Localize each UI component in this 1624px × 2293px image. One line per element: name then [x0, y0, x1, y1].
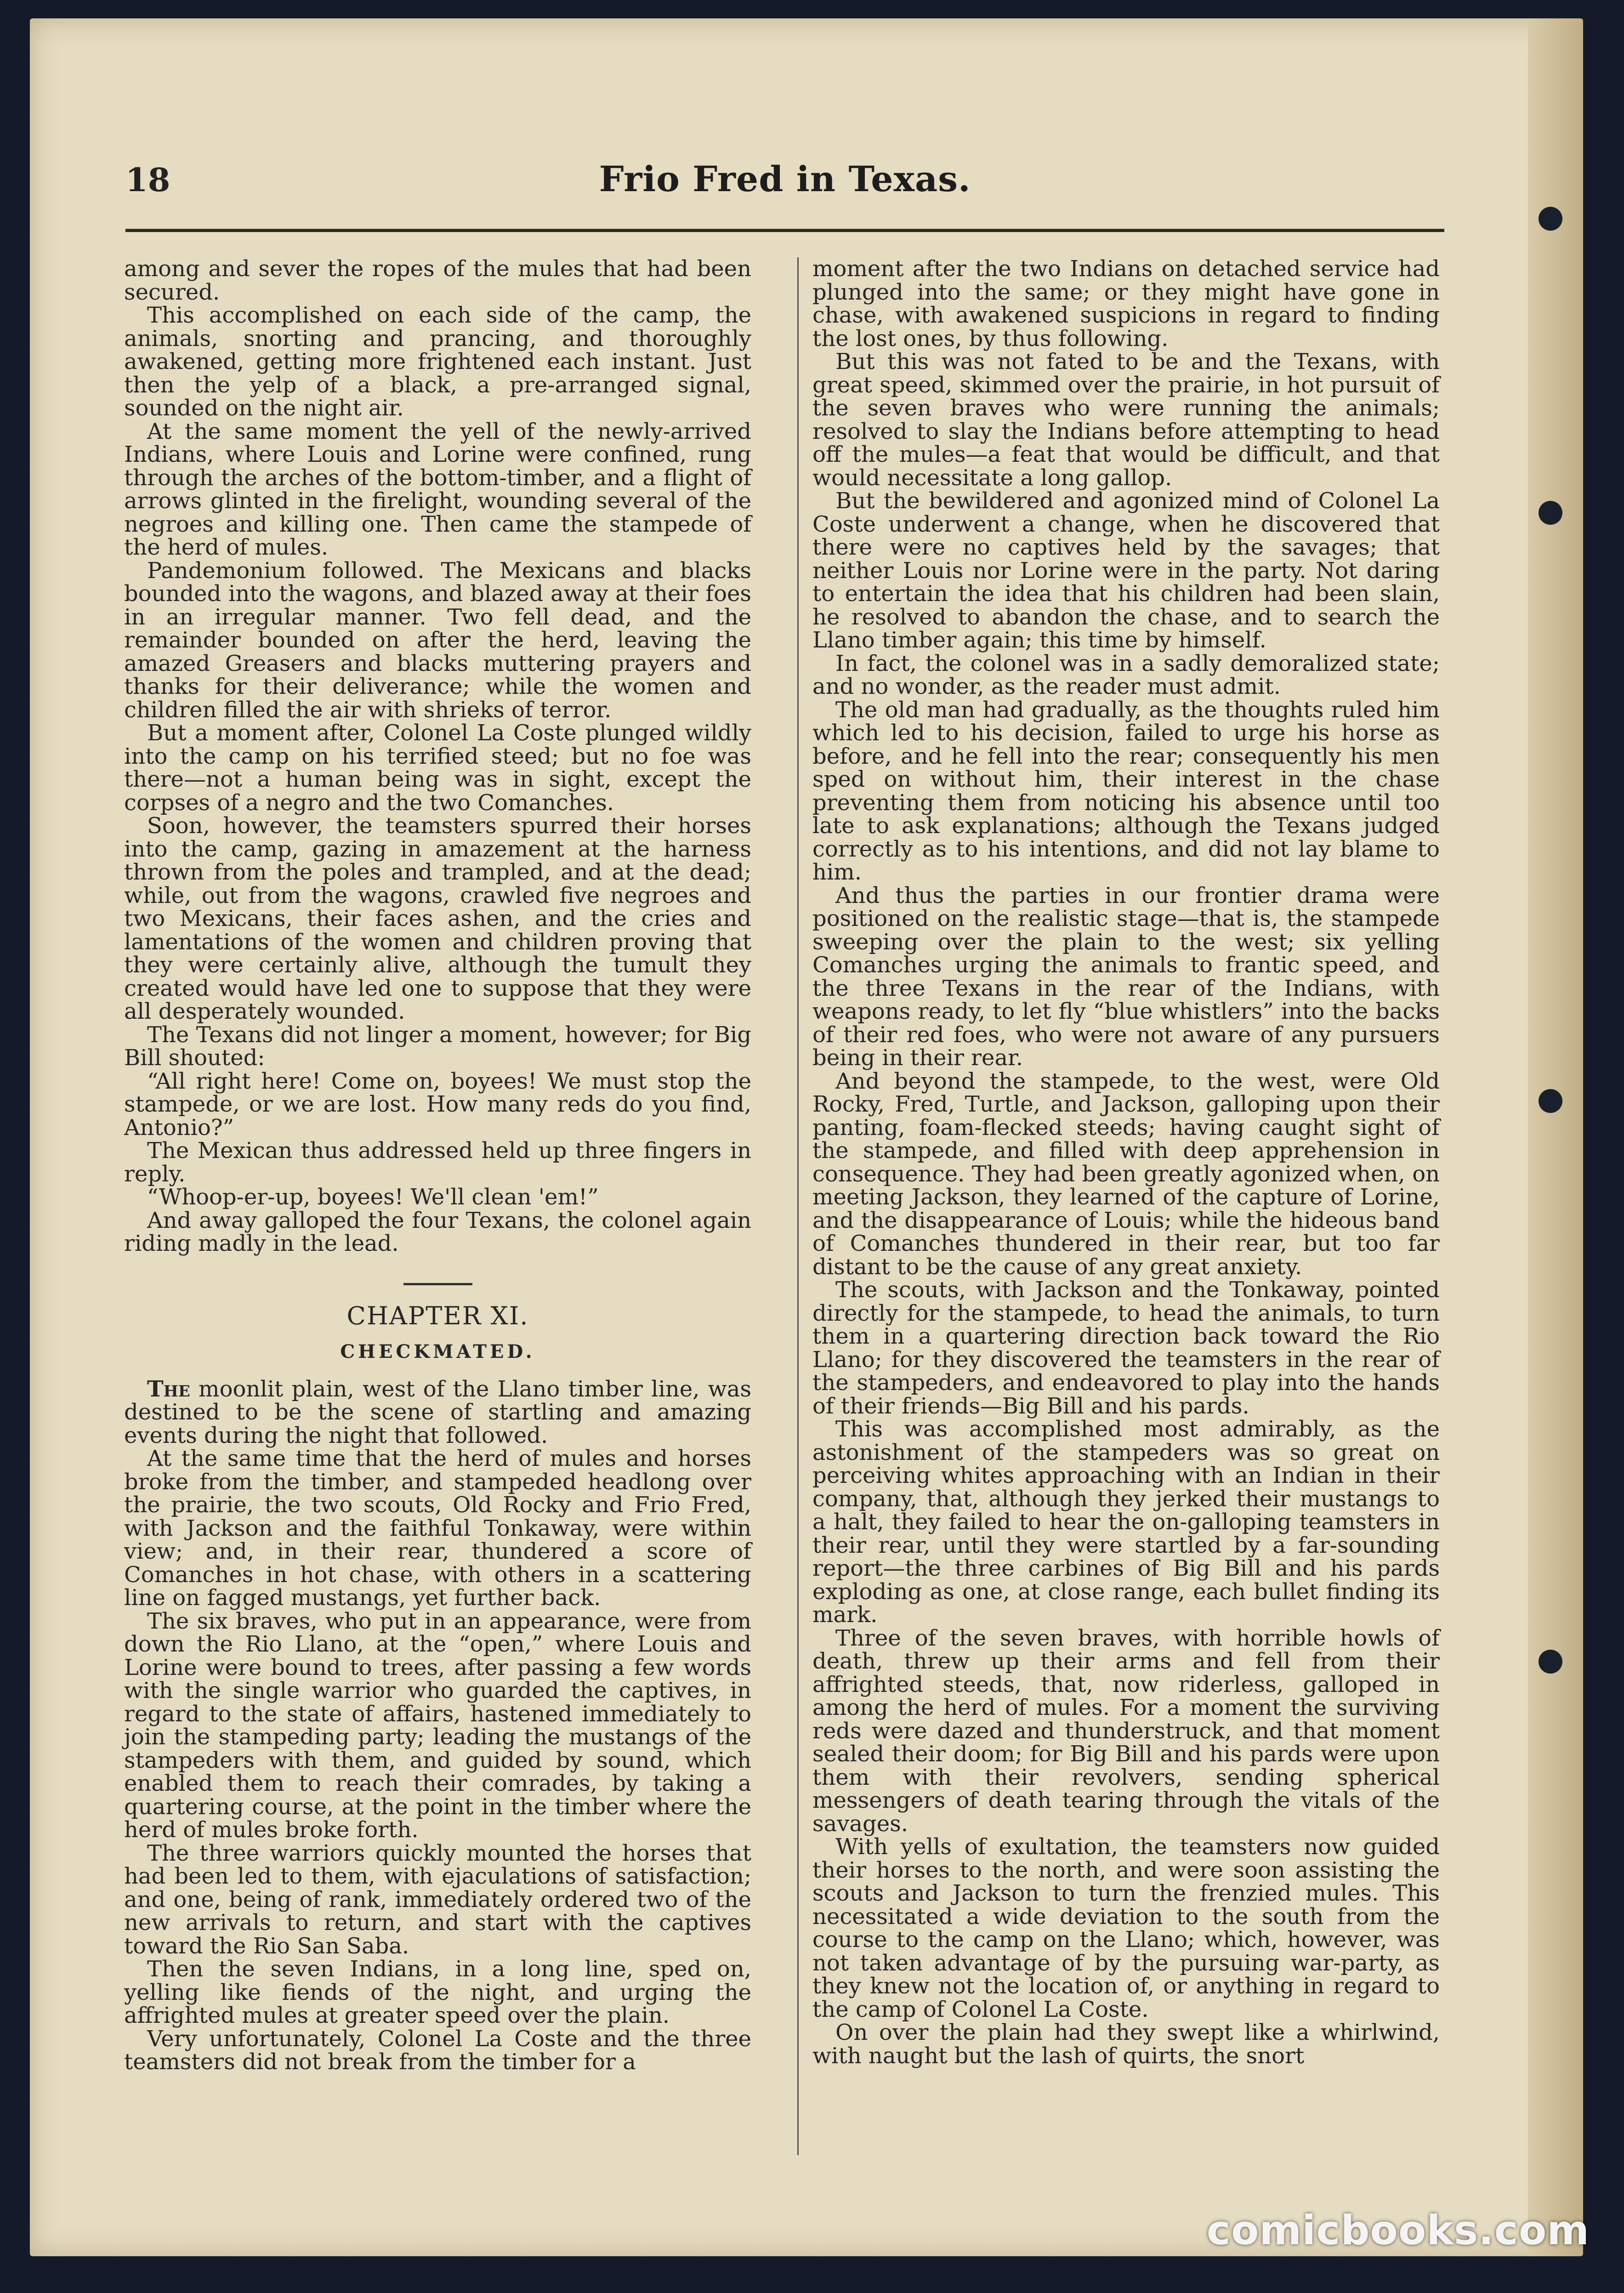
chapter-opening-paragraph — [124, 1378, 751, 1447]
column-divider — [797, 257, 799, 2155]
right-column — [812, 257, 1440, 2067]
chapter-title: CHAPTER XI. — [346, 1301, 529, 1330]
paragraph: among and sever the ropes of the mules that had been secured. — [124, 256, 751, 305]
binding-hole — [1539, 501, 1562, 525]
paragraph: “All right here! Come on, boyees! We must stop the stampede, or we are lost. How many reds do you find, Antonio?” — [124, 1068, 751, 1141]
running-title: Frio Fred in Texas. — [599, 159, 971, 199]
paragraph: With yells of exultation, the teamsters now guided their horses to the north, and were soon assisting the scouts and Jackson to turn the frenzied mules. This necessitated a wide deviation to the south from the course to the camp on the Llano; which, however, was not taken advantage of by the pursuing war-party, as they knew not the location of, or anything in regard to the camp of Colonel La Coste. — [812, 1834, 1440, 2022]
paragraph: This accomplished on each side of the camp, the animals, snorting and prancing, and thoroughly awakened, getting more frightened each instant. Just then the yelp of a black, a pre-arranged signal, sounded on the night air. — [124, 302, 751, 421]
binding-hole — [1539, 1650, 1562, 1674]
paragraph: Pandemonium followed. The Mexicans and blacks bounded into the wagons, and blazed away at their foes in an irregular manner. Two fell dead, and the remainder bounded on after the herd, leaving the amazed Greasers and blacks muttering prayers and thanks for their deliverance; while the women and children filled the air with shrieks of terror. — [124, 557, 751, 723]
header-rule — [125, 229, 1444, 232]
paragraph: But the bewildered and agonized mind of Colonel La Coste underwent a change, when he discovered that there were no captives held by the savages; that neither Louis nor Lorine were in the party. Not daring to entertain the idea that his children had been slain, he resolved to abandon the chase, and to search the Llano timber again; this time by himself. — [812, 488, 1440, 653]
left-column — [124, 257, 751, 2074]
page-gutter — [1528, 18, 1583, 2256]
paragraph: But this was not fated to be and the Texans, with great speed, skimmed over the prairie, in hot pursuit of the seven braves who were running the animals; resolved to slay the Indians before attempting to head off the mules—a feat that would be difficult, and that would necessitate a long gallop. — [812, 349, 1440, 491]
paragraph: In fact, the colonel was in a sadly demoralized state; and no wonder, as the reader must admit. — [812, 650, 1440, 699]
paragraph: But a moment after, Colonel La Coste plunged wildly into the camp on his terrified steed; but no foe was there—not a human being was in sight, except the corpses of a negro and the two Comanches. — [124, 720, 751, 816]
paragraph: moment after the two Indians on detached service had plunged into the same; or they might have gone in chase, with awakened suspicions in regard to finding the lost ones, by thus following. — [812, 256, 1440, 352]
paragraph: Three of the seven braves, with horrible howls of death, threw up their arms and fell from their affrighted steeds, that, now riderless, galloped in among the herd of mules. For a moment the surviving reds were dazed and thunderstruck, and that moment sealed their doom; for Big Bill and his pards were upon them with their revolvers, sending spherical messengers of death tearing through the vitals of the savages. — [812, 1625, 1440, 1837]
binding-hole — [1539, 1089, 1562, 1113]
paragraph: Soon, however, the teamsters spurred their horses into the camp, gazing in amazement at the harness thrown from the poles and trampled, and at the dead; while, out from the wagons, crawled five negroes and two Mexicans, their faces ashen, and the cries and lamentations of the women and children proving that they were certainly alive, although the tumult they created would have led one to suppose that they were all desperately wounded. — [124, 813, 751, 1024]
page-number: 18 — [125, 161, 170, 199]
paragraph: The six braves, who put in an appearance, were from down the Rio Llano, at the “open,” where Louis and Lorine were bound to trees, after passing a few words with the single warrior who guarded the captives, in regard to the state of affairs, hastened immediately to join the stampeding party; leading the mustangs of the stampeders with them, and guided by sound, which enabled them to reach their comrades, by taking a quartering course, at the point in the timber where the herd of mules broke forth. — [124, 1608, 751, 1843]
paragraph: At the same moment the yell of the newly-arrived Indians, where Louis and Lorine were confined, rung through the arches of the bottom-timber, and a flight of arrows glinted in the firelight, wounding several of the negroes and killing one. Then came the stampede of the herd of mules. — [124, 418, 751, 560]
page-header — [125, 152, 1444, 202]
paragraph: And away galloped the four Texans, the colonel again riding madly in the lead. — [124, 1207, 751, 1256]
paragraph: And beyond the stampede, to the west, were Old Rocky, Fred, Turtle, and Jackson, galloping upon their panting, foam-flecked steeds; having caught sight of the stampede, and filled with deep apprehension in consequence. They had been greatly agonized when, on meeting Jackson, they learned of the capture of Lorine, and the disappearance of Louis; while the hideous band of Comanches thundered in their rear, but too far distant to be the cause of any great anxiety. — [812, 1068, 1440, 1280]
paragraph: The three warriors quickly mounted the horses that had been led to them, with ejaculations of satisfaction; and one, being of rank, immediately ordered two of the new arrivals to return, and start with the captives toward the Rio San Saba. — [124, 1840, 751, 1959]
paragraph: This was accomplished most admirably, as the astonishment of the stampeders was so great on perceiving whites approaching with an Indian in their company, that, although they jerked their mustangs to a halt, they failed to hear the on-galloping teamsters in their rear, until they were startled by a far-sounding report—the three carbines of Big Bill and his pards exploding as one, at close range, each bullet finding its mark. — [812, 1416, 1440, 1628]
binding-hole — [1539, 207, 1562, 231]
opening-text: moonlit plain, west of the Llano timber line, was destined to be the scene of startling and amazing events during the night that followed. — [124, 1376, 751, 1448]
paragraph: Very unfortunately, Colonel La Coste and the three teamsters did not break from the timber for a — [124, 2026, 751, 2075]
site-watermark: comicbooks.com — [1206, 2207, 1590, 2254]
paragraph: And thus the parties in our frontier drama were positioned on the realistic stage—that is, the stampede sweeping over the plain to the west; six yelling Comanches urging the animals to frantic speed, and the three Texans in the rear of the Indians, with weapons ready, to let fly “blue whistlers” into the backs of their red foes, who were not aware of any pursuers being in their rear. — [812, 882, 1440, 1071]
paragraph: “Whoop-er-up, boyees! We'll clean 'em!” — [147, 1184, 599, 1210]
chapter-divider — [403, 1283, 472, 1285]
paragraph: The Mexican thus addressed held up three fingers in reply. — [124, 1138, 751, 1187]
opening-word: The — [147, 1376, 190, 1402]
paragraph: The Texans did not linger a moment, however; for Big Bill shouted: — [124, 1022, 751, 1071]
paragraph: The old man had gradually, as the thoughts ruled him which led to his decision, failed to urge his horse as before, and he fell into the rear; consequently his men sped on without him, their interest in the chase preventing them from noticing his absence until too late to ask explanations; although the Texans judged correctly as to his intentions, and did not lay blame to him. — [812, 697, 1440, 885]
paragraph: On over the plain had they swept like a whirlwind, with naught but the lash of quirts, the snort — [812, 2020, 1440, 2069]
paragraph: The scouts, with Jackson and the Tonkaway, pointed directly for the stampede, to head the animals, to turn them in a quartering direction back toward the Rio Llano; for they discovered the teamsters in the rear of the stampeders, and endeavored to play into the hands of their friends—Big Bill and his pards. — [812, 1277, 1440, 1419]
chapter-subtitle: CHECKMATED. — [340, 1341, 535, 1362]
paragraph: At the same time that the herd of mules and horses broke from the timber, and stampeded headlong over the prairie, the two scouts, Old Rocky and Frio Fred, with Jackson and the faithful Tonkaway, were within view; and, in their rear, thundered a score of Comanches in hot chase, with others in a scattering line on fagged mustangs, yet further back. — [124, 1446, 751, 1611]
paragraph: Then the seven Indians, in a long line, sped on, yelling like fiends of the night, and urging the affrighted mules at greater speed over the plain. — [124, 1956, 751, 2028]
